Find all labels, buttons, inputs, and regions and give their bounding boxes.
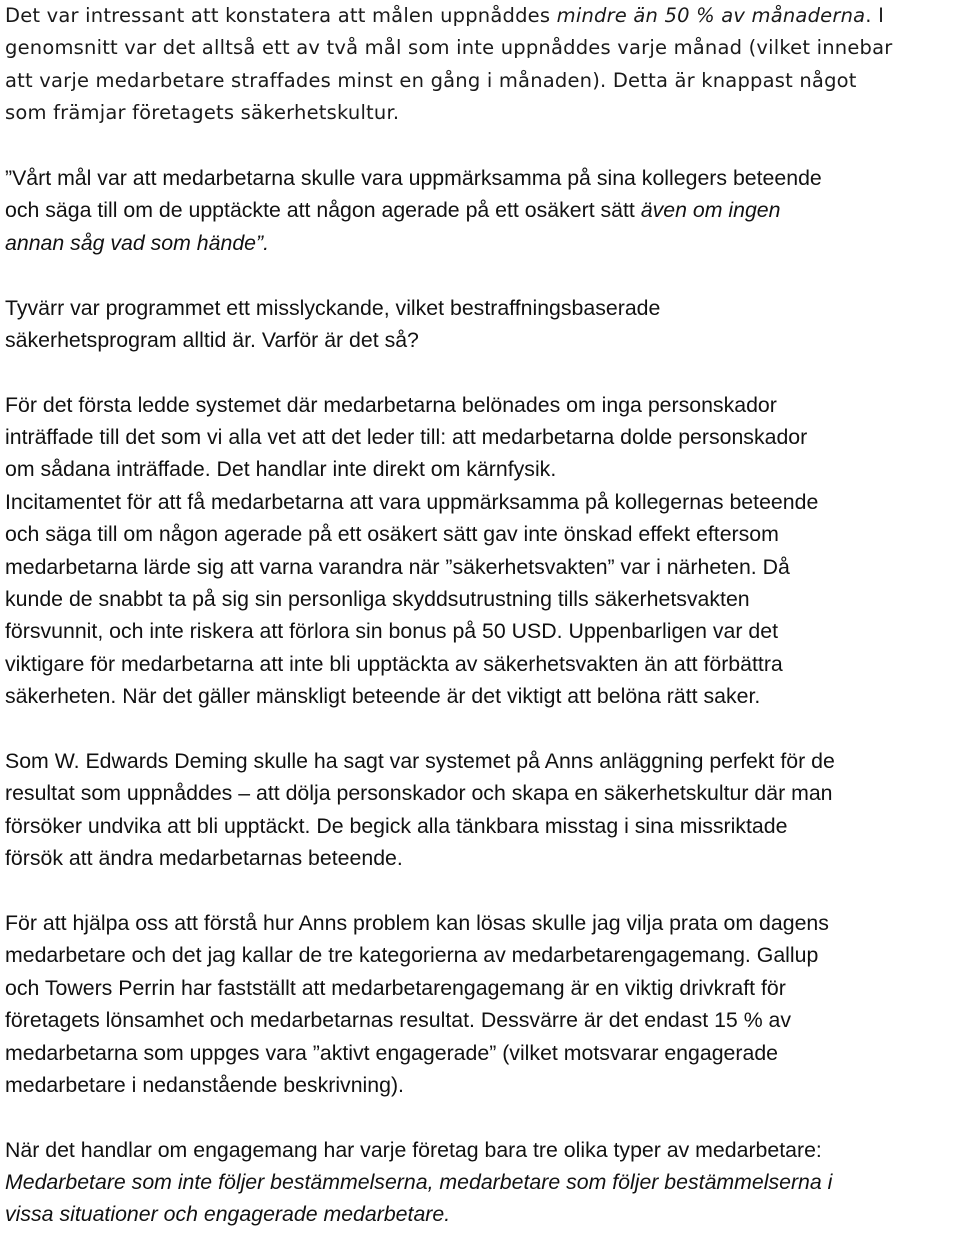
text-line: säkerheten. När det gäller mänskligt beteende är det viktigt att belöna rätt saker. [5,684,761,709]
paragraph-6 [5,907,960,1101]
text-line: viktigare för medarbetarna att inte bli upptäckta av säkerhetsvakten än att förbättra [5,651,783,676]
text-line: medarbetarna lärde sig att varna varandra när ”säkerhetsvakten” var i närheten. Då [5,554,790,579]
text-line: medarbetarna som uppges vara ”aktivt engagerade” (vilket motsvarar engagerade [5,1040,779,1065]
text-line: annan såg vad som hände”. [5,230,270,255]
paragraph-gap [5,130,960,162]
text-line: För att hjälpa oss att förstå hur Anns problem kan lösas skulle jag vilja prata om dagens [5,910,829,935]
paragraph-gap [5,875,960,907]
text-line: och Towers Perrin har fastställt att medarbetarengagemang är en viktig drivkraft för [5,975,786,1000]
paragraph-3 [5,292,960,357]
text-line: Det var intressant att konstatera att målen uppnåddes mindre än 50 % av månaderna. I [5,4,885,27]
text-line: genomsnitt var det alltså ett av två mål som inte uppnåddes varje månad (vilket innebar [5,36,893,60]
text-line: Tyvärr var programmet ett misslyckande, vilket bestraffningsbaserade [5,295,661,320]
text-line: försök att ändra medarbetarnas beteende. [5,846,403,871]
text-line: och säga till om de upptäckte att någon agerade på ett osäkert sätt även om ingen [5,198,781,223]
paragraph-7 [5,1134,960,1231]
text-line: För det första ledde systemet där medarbetarna belönades om inga personskador [5,392,777,417]
text-line: om sådana inträffade. Det handlar inte direkt om kärnfysik. [5,457,557,482]
text-line: att varje medarbetare straffades minst en gång i månaden). Detta är knappast något [5,68,857,92]
paragraph-gap [5,713,960,745]
paragraph-5 [5,745,960,875]
text-line: Incitamentet för att få medarbetarna att vara uppmärksamma på kollegernas beteende [5,489,819,514]
text-line: Som W. Edwards Deming skulle ha sagt var systemet på Anns anläggning perfekt för de [5,748,835,773]
text-line: medarbetare och det jag kallar de tre kategorierna av medarbetarengagemang. Gallup [5,943,819,968]
text-line: När det handlar om engagemang har varje företag bara tre olika typer av medarbetare: [5,1137,822,1162]
text-line: försöker undvika att bli upptäckt. De begick alla tänkbara misstag i sina missriktade [5,813,788,838]
paragraph-gap [5,356,960,388]
quote-paragraph [5,162,960,259]
paragraph-4 [5,389,960,713]
paragraph-gap [5,1101,960,1133]
text-line: inträffade till det som vi alla vet att det leder till: att medarbetarna dolde personskador [5,425,808,450]
text-line: ”Vårt mål var att medarbetarna skulle vara uppmärksamma på sina kollegers beteende [5,165,822,190]
text-line: som främjar företagets säkerhetskultur. [5,101,400,125]
paragraph-1 [5,0,960,130]
text-line: vissa situationer och engagerade medarbetare. [5,1202,451,1227]
text-line: företagets lönsamhet och medarbetarnas resultat. Dessvärre är det endast 15 % av [5,1008,792,1033]
text-line: medarbetare i nedanstående beskrivning). [5,1072,404,1097]
text-line: kunde de snabbt ta på sig sin personliga skyddsutrustning tills säkerhetsvakten [5,587,750,612]
text-line: Medarbetare som inte följer bestämmelserna, medarbetare som följer bestämmelserna i [5,1170,833,1195]
text-line: försvunnit, och inte riskera att förlora sin bonus på 50 USD. Uppenbarligen var det [5,619,779,644]
paragraph-gap [5,259,960,291]
text-line: säkerhetsprogram alltid är. Varför är det så? [5,327,419,352]
text-line: och säga till om någon agerade på ett osäkert sätt gav inte önskad effekt eftersom [5,522,779,547]
text-line: resultat som uppnåddes – att dölja personskador och skapa en säkerhetskultur där man [5,781,833,806]
